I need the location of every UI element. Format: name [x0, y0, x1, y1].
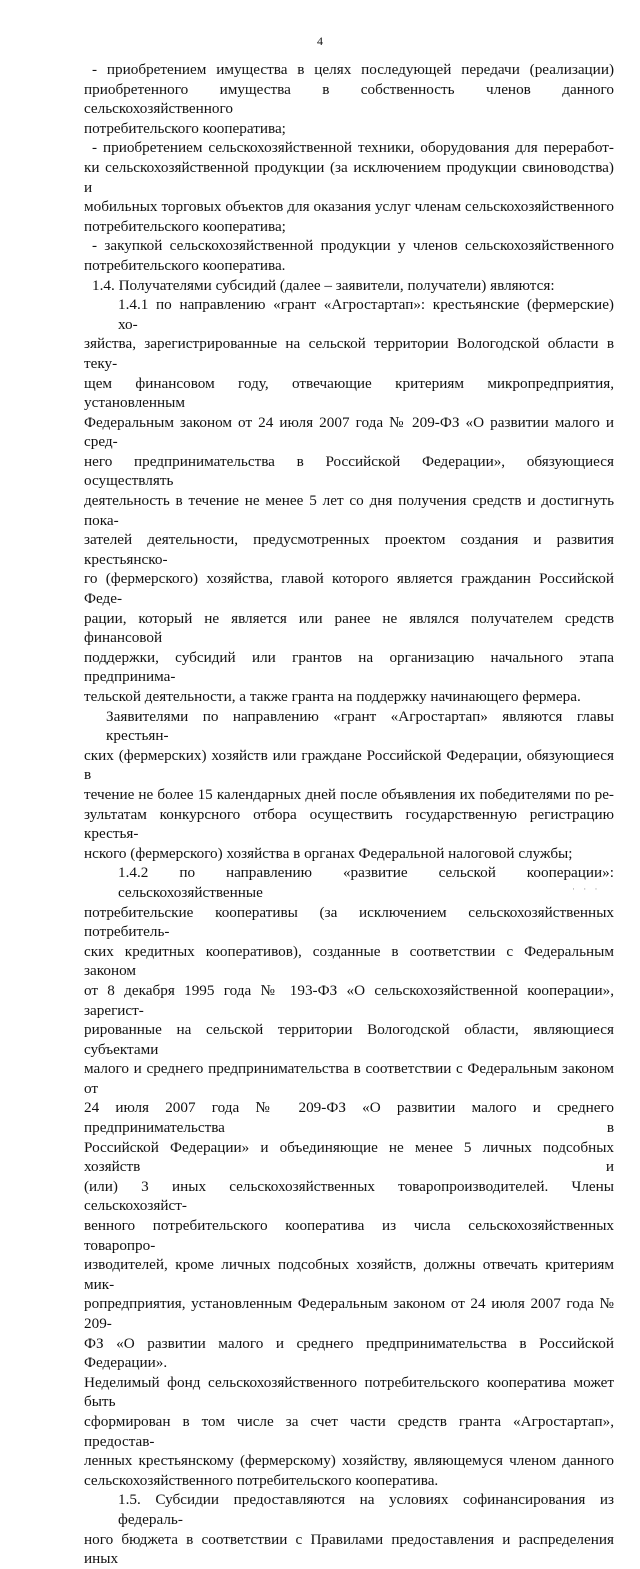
text-line: ки сельскохозяйственной продукции (за исключением продукции свиноводства) и	[84, 158, 614, 196]
text-line: приобретенного имущества в собственность членов данного сельскохозяйственного	[84, 80, 614, 118]
text-line: ФЗ «О развитии малого и среднего предпринимательства в Российской Федерации».	[84, 1334, 614, 1372]
text-line: зателей деятельности, предусмотренных проектом создания и развития крестьянско-	[84, 531, 614, 568]
text-line: зяйства, зарегистрированные на сельской территории Вологодской области в теку-	[84, 335, 614, 372]
text-line: мобильных торговых объектов для оказания услуг членам сельскохозяйственного	[84, 198, 614, 216]
text-line: зультатам конкурсного отбора осуществить государственную регистрацию крестья-	[84, 805, 614, 843]
text-line: ропредприятия, установленным Федеральным законом от 24 июля 2007 года № 209-	[84, 1295, 614, 1332]
text-line: потребительского кооператива.	[84, 256, 286, 274]
text-line: течение не более 15 календарных дней после объявления их победителями по ре-	[84, 785, 614, 803]
text-line: от 8 декабря 1995 года № 193-ФЗ «О сельскохозяйственной кооперации», зарегист-	[84, 981, 614, 1019]
text-line: ских (фермерских) хозяйств или граждане Российской Федерации, обязующиеся в	[84, 746, 614, 784]
text-line: 1.5. Субсидии предоставляются на условиях софинансирования из федераль-	[118, 1491, 614, 1528]
text-line: Неделимый фонд сельскохозяйственного потребительского кооператива может быть	[84, 1373, 614, 1411]
text-line: изводителей, кроме личных подсобных хозяйств, должны отвечать критериям мик-	[84, 1256, 614, 1293]
text-line: 1.4.2 по направлению «развитие сельской кооперации»: сельскохозяйственные	[118, 864, 614, 901]
text-line: рации, который не является или ранее не являлся получателем средств финансовой	[84, 609, 614, 647]
footer-marks: · · ·	[572, 884, 601, 894]
text-line: деятельность в течение не менее 5 лет со дня получения средств и достигнуть пока-	[84, 492, 614, 529]
text-line: 1.4.1 по направлению «грант «Агростартап»: крестьянские (фермерские) хо-	[118, 296, 614, 333]
text-line: (или) 3 иных сельскохозяйственных товаропроизводителей. Члены сельскохозяйст-	[84, 1177, 614, 1215]
text-line: нского (фермерского) хозяйства в органах Федеральной налоговой службы;	[84, 844, 573, 862]
text-line: него предпринимательства в Российской Федерации», обязующиеся осуществлять	[84, 452, 614, 490]
text-line: Федеральным законом от 24 июля 2007 года № 209-ФЗ «О развитии малого и сред-	[84, 413, 614, 451]
text-line: сформирован в том числе за счет части средств гранта «Агростартап», предостав-	[84, 1412, 614, 1450]
text-line: малого и среднего предпринимательства в соответствии с Федеральным законом от	[84, 1060, 614, 1097]
text-line: сельскохозяйственного потребительского кооператива.	[84, 1471, 439, 1489]
text-line: потребительские кооперативы (за исключением сельскохозяйственных потребитель-	[84, 903, 614, 941]
page-number: 4	[317, 34, 323, 48]
text-line: тельской деятельности, а также гранта на поддержку начинающего фермера.	[84, 688, 581, 705]
text-line: ленных крестьянскому (фермерскому) хозяйству, являющемуся членом данного	[84, 1452, 614, 1470]
text-line: ских кредитных кооперативов), созданные в соответствии с Федеральным законом	[84, 942, 614, 980]
text-line: - приобретением имущества в целях последующей передачи (реализации)	[92, 61, 614, 78]
text-line: щем финансовом году, отвечающие критериям микропредприятия, установленным	[84, 374, 614, 412]
text-line: 1.4. Получателями субсидий (далее – заявители, получатели) являются:	[92, 276, 555, 294]
document-body	[84, 60, 614, 1569]
text-line: ного бюджета в соответствии с Правилами предоставления и распределения иных	[84, 1530, 614, 1568]
text-line: 24 июля 2007 года № 209-ФЗ «О развитии малого и среднего предпринимательства в	[84, 1099, 614, 1137]
text-line: - приобретением сельскохозяйственной техники, оборудования для переработ-	[92, 139, 614, 157]
text-line: потребительского кооператива;	[84, 119, 286, 137]
text-line: го (фермерского) хозяйства, главой которого является гражданин Российской Феде-	[84, 570, 614, 608]
text-line: венного потребительского кооператива из числа сельскохозяйственных товаропро-	[84, 1217, 614, 1254]
text-line: Заявителями по направлению «грант «Агростартап» являются главы крестьян-	[106, 707, 614, 745]
text-line: - закупкой сельскохозяйственной продукции у членов сельскохозяйственного	[92, 237, 614, 255]
text-line: рированные на сельской территории Вологодской области, являющиеся субъектами	[84, 1021, 614, 1058]
text-line: поддержки, субсидий или грантов на организацию начального этапа предпринима-	[84, 648, 614, 686]
text-line: Российской Федерации» и объединяющие не менее 5 личных подсобных хозяйств и	[84, 1138, 614, 1176]
text-line: потребительского кооператива;	[84, 217, 286, 235]
